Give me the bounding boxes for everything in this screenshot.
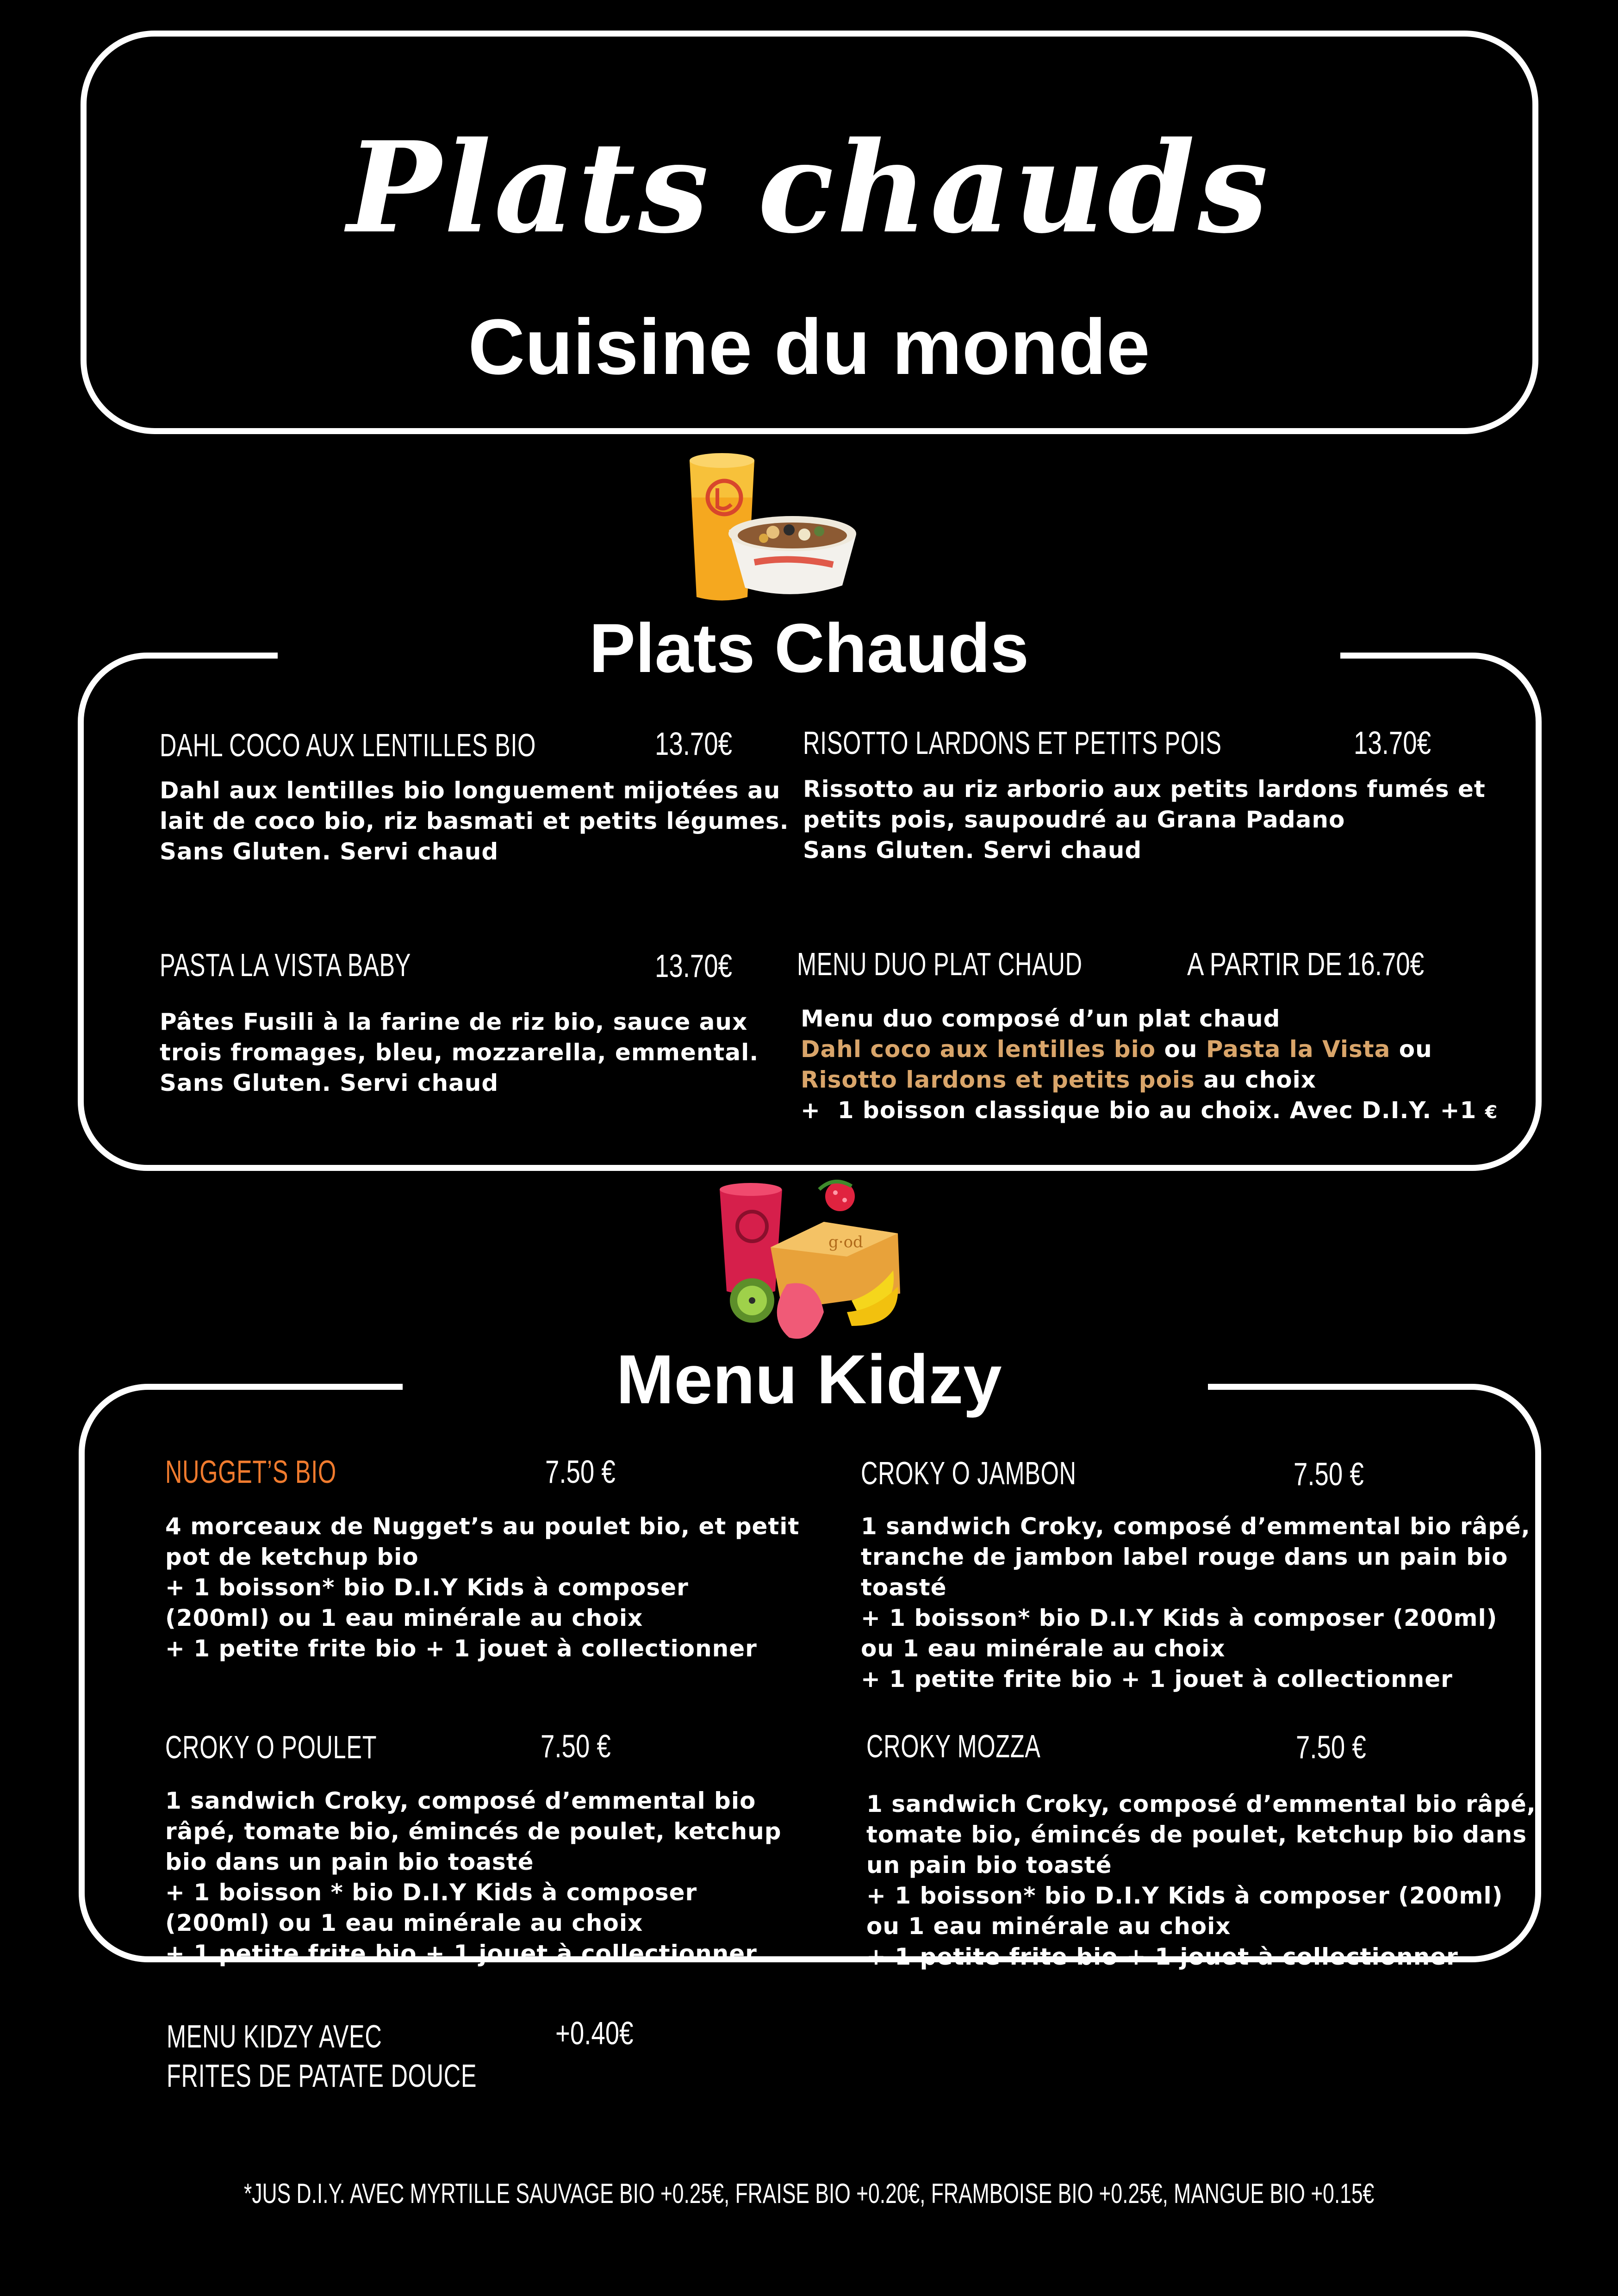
menu-duo-line-2 xyxy=(801,1034,1498,1064)
footnote-text: *JUS D.I.Y. AVEC MYRTILLE SAUVAGE BIO +0.25€, FRAISE BIO +0.20€, FRAMBOISE BIO +0.25€, MANGUE BIO +0.15€ xyxy=(243,2178,1375,2209)
item-desc-croky-poulet: 1 sandwich Croky, composé d’emmental bio râpé, tomate bio, émincés de poulet, ketchup bio dans un pain bio toasté + 1 boisson * bio D.I.Y Kids à composer (200ml) ou 1 eau minérale au choix + 1 petite frite bio + 1 jouet à collectionner xyxy=(165,1787,782,1967)
item-desc-dahl: Dahl aux lentilles bio longuement mijotées au lait de coco bio, riz basmati et petits légumes. Sans Gluten. Servi chaud xyxy=(160,777,789,865)
item-price-croky-poulet: 7.50 € xyxy=(541,1728,611,1764)
section-title-hot-dishes: Plats Chauds xyxy=(589,609,1029,687)
section-title-kidzy: Menu Kidzy xyxy=(616,1340,1002,1418)
item-name-kidzy-sweet-potato-line-1: MENU KIDZY AVEC xyxy=(167,2018,382,2054)
item-name-croky-jambon: CROKY O JAMBON xyxy=(861,1455,1077,1491)
menu-duo-line-1: Menu duo composé d’un plat chaud xyxy=(801,1005,1281,1032)
page-subtitle: Cuisine du monde xyxy=(468,303,1150,391)
item-price-croky-mozza: 7.50 € xyxy=(1296,1729,1366,1765)
kids-menu-illustration xyxy=(713,1178,912,1354)
juice-and-bowl-illustration xyxy=(680,447,861,613)
smoothie-cup-icon xyxy=(720,1183,782,1295)
separator-2: ou xyxy=(1390,1036,1432,1063)
page-title: Plats chauds xyxy=(347,114,1271,261)
salad-bowl-icon xyxy=(728,516,856,594)
menu-duo-line-4 xyxy=(801,1095,1498,1127)
euro-sign: € xyxy=(1485,1102,1498,1122)
item-desc-croky-jambon: 1 sandwich Croky, composé d’emmental bio râpé, tranche de jambon label rouge dans un pain bio toasté + 1 boisson* bio D.I.Y Kids à composer (200ml) ou 1 eau minérale au choix + 1 petite frite bio + 1 jouet à collectionner xyxy=(861,1513,1531,1692)
option-risotto: Risotto lardons et petits pois xyxy=(801,1066,1195,1093)
item-name-risotto: RISOTTO LARDONS ET PETITS POIS xyxy=(803,725,1222,761)
item-name-pasta: PASTA LA VISTA BABY xyxy=(160,947,411,983)
item-price-risotto: 13.70€ xyxy=(1354,725,1431,761)
item-name-dahl: DAHL COCO AUX LENTILLES BIO xyxy=(160,727,536,763)
item-price-dahl: 13.70€ xyxy=(655,726,733,762)
juice-supplement-footnote xyxy=(0,2180,1618,2208)
item-desc-nuggets: 4 morceaux de Nugget’s au poulet bio, et petit pot de ketchup bio + 1 boisson* bio D.I.Y Kids à composer (200ml) ou 1 eau minérale au choix + 1 petite frite bio + 1 jouet à collectionner xyxy=(165,1513,800,1662)
menu-duo-drink-text: + 1 boisson classique bio au choix. Avec D.I.Y. +1 xyxy=(801,1097,1477,1124)
item-price-kidzy-sweet-potato: +0.40€ xyxy=(555,2015,634,2051)
choice-suffix: au choix xyxy=(1195,1066,1316,1093)
item-name-nuggets: NUGGET’S BIO xyxy=(165,1454,336,1490)
item-desc-pasta: Pâtes Fusili à la farine de riz bio, sauce aux trois fromages, bleu, mozzarella, emmental. Sans Gluten. Servi chaud xyxy=(160,1008,759,1096)
item-name-croky-poulet: CROKY O POULET xyxy=(165,1729,377,1765)
item-desc-menu-duo xyxy=(801,1003,1498,1127)
item-name-croky-mozza: CROKY MOZZA xyxy=(866,1728,1041,1764)
item-price-croky-jambon: 7.50 € xyxy=(1294,1456,1364,1492)
option-dahl: Dahl coco aux lentilles bio xyxy=(801,1036,1156,1063)
item-price-nuggets: 7.50 € xyxy=(545,1454,616,1490)
svg-text:g·od: g·od xyxy=(828,1233,863,1251)
item-desc-risotto: Rissotto au riz arborio aux petits lardons fumés et petits pois, saupoudré au Grana Padano Sans Gluten. Servi chaud xyxy=(803,776,1486,864)
menu-duo-line-3 xyxy=(801,1064,1498,1095)
option-pasta: Pasta la Vista xyxy=(1206,1036,1391,1063)
item-price-prefix-menu-duo: A PARTIR DE xyxy=(1187,946,1342,982)
item-name-menu-duo: MENU DUO PLAT CHAUD xyxy=(797,946,1083,982)
item-price-menu-duo: 16.70€ xyxy=(1347,946,1425,982)
item-price-pasta: 13.70€ xyxy=(655,948,733,984)
item-desc-croky-mozza: 1 sandwich Croky, composé d’emmental bio râpé, tomate bio, émincés de poulet, ketchup bio dans un pain bio toasté + 1 boisson* bio D.I.Y Kids à composer (200ml) ou 1 eau minérale au choix + 1 petite frite bio + 1 jouet à collectionner xyxy=(866,1791,1536,1970)
item-name-kidzy-sweet-potato-line-2: FRITES DE PATATE DOUCE xyxy=(167,2058,477,2094)
separator-1: ou xyxy=(1156,1036,1206,1063)
